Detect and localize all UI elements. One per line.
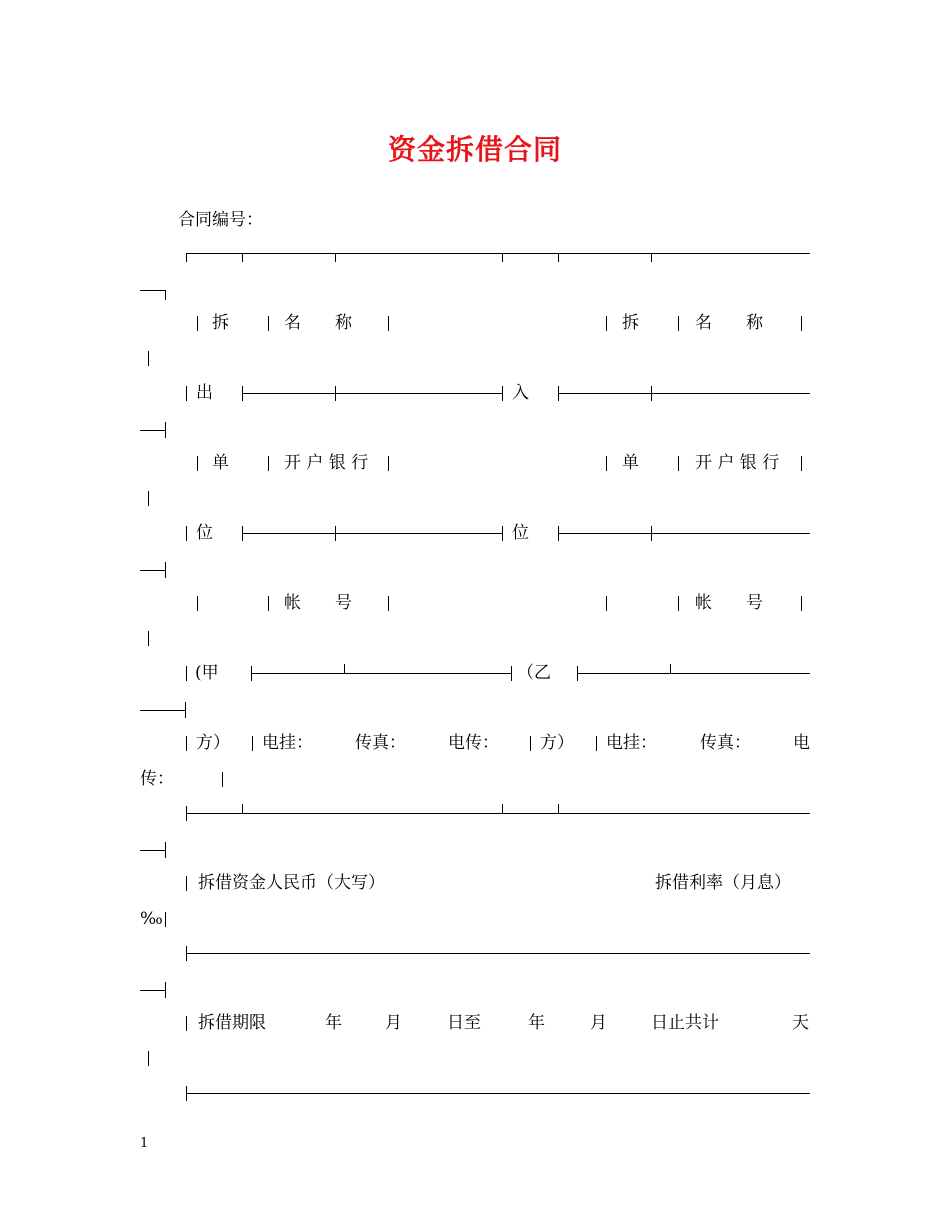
table-wrap-corner bbox=[165, 422, 166, 438]
table-wrap-line bbox=[140, 710, 185, 711]
loan-start-year-label: 年 bbox=[325, 1013, 342, 1033]
contract-number-label: 合同编号： bbox=[178, 210, 263, 230]
party-b-side-char-2: 单 bbox=[622, 453, 639, 473]
loan-days-label: 天 bbox=[792, 1013, 809, 1033]
table-bar bbox=[388, 456, 389, 471]
party-b-side-char-3: 位 bbox=[512, 523, 529, 543]
party-a-bank-label: 开 户 银 行 bbox=[284, 453, 369, 473]
table-bar bbox=[268, 456, 269, 471]
loan-end-year-label: 年 bbox=[528, 1013, 545, 1033]
table-bar-wrap bbox=[148, 1051, 149, 1066]
party-b-side-char-1: 入 bbox=[512, 383, 529, 403]
table-tick bbox=[186, 253, 187, 262]
loan-amount-label: 拆借资金人民币（大写） bbox=[198, 873, 385, 893]
document-title: 资金拆借合同 bbox=[387, 133, 562, 166]
table-bar bbox=[186, 876, 187, 891]
table-tick bbox=[502, 386, 503, 401]
table-wrap-corner bbox=[165, 982, 166, 998]
table-bar bbox=[186, 736, 187, 751]
table-separator bbox=[251, 673, 511, 674]
table-bar bbox=[197, 596, 198, 611]
party-b-account-label: 帐 号 bbox=[695, 593, 763, 613]
table-bar bbox=[197, 456, 198, 471]
table-wrap-line bbox=[140, 850, 165, 851]
table-separator bbox=[242, 533, 502, 534]
table-separator bbox=[558, 533, 810, 534]
table-tick bbox=[335, 253, 336, 262]
party-b-phone-label: 电挂： bbox=[606, 733, 657, 753]
table-bar bbox=[606, 456, 607, 471]
table-bar bbox=[678, 456, 679, 471]
party-a-account-label: 帐 号 bbox=[284, 593, 352, 613]
table-bar bbox=[222, 772, 223, 787]
table-bar bbox=[268, 596, 269, 611]
party-a-fax-label: 传真： bbox=[355, 733, 406, 753]
table-wrap-corner bbox=[165, 842, 166, 858]
table-bar bbox=[388, 596, 389, 611]
party-b-side-char-5: 方） bbox=[540, 733, 574, 753]
table-tick bbox=[242, 253, 243, 262]
table-tick bbox=[651, 253, 652, 262]
loan-header-char-b: 拆 bbox=[622, 313, 639, 333]
table-tick bbox=[511, 666, 512, 681]
table-tick bbox=[242, 804, 243, 813]
table-tick bbox=[335, 526, 336, 541]
party-a-side-char-3: 位 bbox=[196, 523, 213, 543]
loan-day-end-label: 日止共计 bbox=[651, 1013, 719, 1033]
page-number: 1 bbox=[140, 1136, 149, 1151]
table-tick bbox=[335, 386, 336, 401]
table-bar-wrap bbox=[148, 351, 149, 366]
loan-rate-unit: ‰ bbox=[140, 909, 163, 929]
table-tick bbox=[558, 804, 559, 813]
table-wrap-line bbox=[140, 570, 165, 571]
table-wrap-line bbox=[140, 990, 165, 991]
table-bar bbox=[606, 316, 607, 331]
table-bar bbox=[596, 736, 597, 751]
party-a-side-char-4: (甲 bbox=[195, 663, 219, 683]
table-wrap-line bbox=[140, 430, 165, 431]
table-bar-wrap bbox=[148, 631, 149, 646]
loan-term-label: 拆借期限 bbox=[198, 1013, 266, 1033]
party-b-name-label: 名 称 bbox=[695, 313, 763, 333]
table-wrap-corner bbox=[185, 702, 186, 718]
party-b-side-char-4: （乙 bbox=[517, 663, 551, 683]
party-b-fax-label: 传真： bbox=[700, 733, 751, 753]
table-bar bbox=[186, 526, 187, 541]
table-wrap-corner bbox=[165, 290, 166, 300]
table-tick bbox=[651, 526, 652, 541]
table-bar bbox=[197, 316, 198, 331]
party-a-side-char-1: 出 bbox=[196, 383, 213, 403]
table-tick bbox=[502, 526, 503, 541]
table-separator bbox=[558, 393, 810, 394]
table-separator bbox=[186, 1093, 810, 1094]
table-bar bbox=[801, 456, 802, 471]
table-bar bbox=[678, 316, 679, 331]
party-a-name-label: 名 称 bbox=[284, 313, 352, 333]
table-bar bbox=[388, 316, 389, 331]
table-tick bbox=[502, 804, 503, 813]
loan-start-month-label: 月 bbox=[385, 1013, 402, 1033]
table-separator bbox=[186, 813, 810, 814]
loan-end-month-label: 月 bbox=[590, 1013, 607, 1033]
table-bar bbox=[252, 736, 253, 751]
party-b-telex-label-part2: 传： bbox=[140, 769, 174, 789]
party-a-telex-label: 电传： bbox=[448, 733, 499, 753]
table-bar bbox=[268, 316, 269, 331]
table-tick bbox=[502, 253, 503, 262]
table-bar bbox=[606, 596, 607, 611]
table-bar bbox=[186, 386, 187, 401]
table-bar bbox=[801, 596, 802, 611]
table-bar bbox=[165, 912, 166, 927]
loan-rate-label: 拆借利率（月息） bbox=[655, 873, 791, 893]
party-a-side-char-2: 单 bbox=[212, 453, 229, 473]
party-b-bank-label: 开 户 银 行 bbox=[695, 453, 780, 473]
table-bar bbox=[801, 316, 802, 331]
table-separator bbox=[186, 953, 810, 954]
table-separator bbox=[242, 393, 502, 394]
table-bar-wrap bbox=[148, 491, 149, 506]
table-top-border bbox=[186, 253, 810, 254]
table-wrap-corner bbox=[165, 562, 166, 578]
table-tick bbox=[670, 664, 671, 673]
table-wrap-line bbox=[140, 290, 165, 291]
loan-day-to-label: 日至 bbox=[447, 1013, 481, 1033]
table-tick bbox=[344, 664, 345, 673]
loan-header-char-a: 拆 bbox=[212, 313, 229, 333]
table-bar bbox=[678, 596, 679, 611]
table-separator bbox=[577, 673, 810, 674]
table-bar bbox=[186, 1016, 187, 1031]
table-tick bbox=[651, 386, 652, 401]
table-bar bbox=[186, 666, 187, 681]
party-a-phone-label: 电挂： bbox=[262, 733, 313, 753]
table-tick bbox=[558, 253, 559, 262]
party-b-telex-label-part1: 电 bbox=[793, 733, 810, 753]
party-a-side-char-5: 方） bbox=[196, 733, 230, 753]
table-bar bbox=[530, 736, 531, 751]
